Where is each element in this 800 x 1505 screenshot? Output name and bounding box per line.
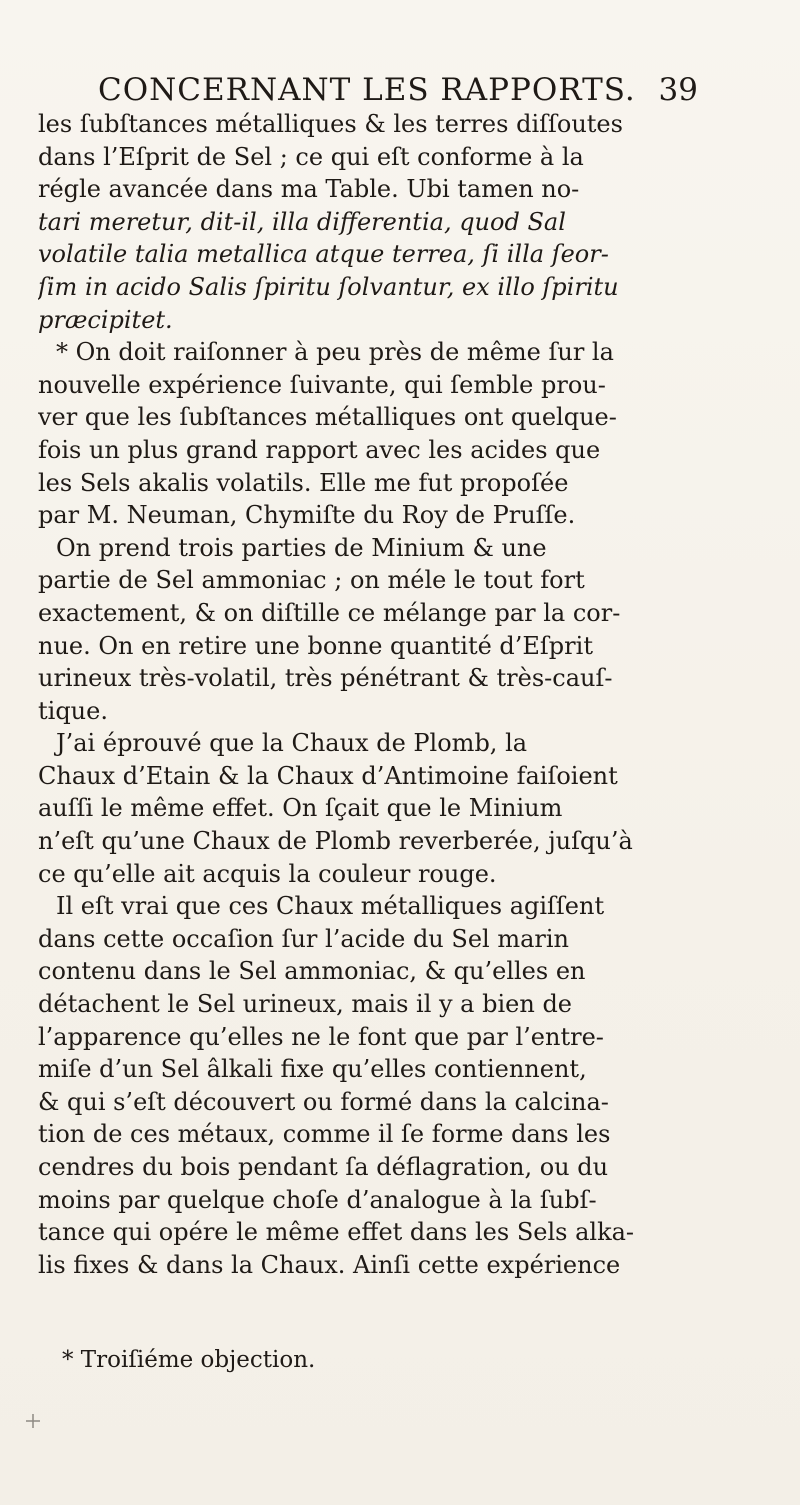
text-line: nue. On en retire une bonne quantité d’Eſprit xyxy=(38,631,593,660)
running-title: CONCERNANT LES RAPPORTS. xyxy=(98,72,636,108)
text-line: tari meretur, dit-il, illa differentia, quod Sal xyxy=(38,207,566,236)
text-line: lis fixes & dans la Chaux. Ainſi cette expérience xyxy=(38,1250,621,1279)
text-line: n’eſt qu’une Chaux de Plomb reverberée, juſqu’à xyxy=(38,827,633,856)
text-line: par M. Neuman, Chymiſte du Roy de Pruſſe. xyxy=(38,501,576,530)
ink-mark-icon xyxy=(24,1412,42,1430)
text-line: l’apparence qu’elles ne le font que par l’entre- xyxy=(38,1022,604,1051)
text-line: On prend trois parties de Minium & une xyxy=(56,533,547,562)
text-line: les Sels akalis volatils. Elle me fut propoſée xyxy=(38,468,569,497)
footnote: * Troiſiéme objection. xyxy=(62,1347,316,1373)
text-line: partie de Sel ammoniac ; on méle le tout fort xyxy=(38,566,585,595)
text-line: ce qu’elle ait acquis la couleur rouge. xyxy=(38,859,497,888)
text-line: ver que les ſubſtances métalliques ont quelque- xyxy=(38,403,617,432)
text-line: fois un plus grand rapport avec les acides que xyxy=(38,435,601,464)
text-line: Chaux d’Etain & la Chaux d’Antimoine faiſoient xyxy=(38,761,618,790)
text-line: régle avancée dans ma Table. Ubi tamen no- xyxy=(38,175,580,204)
text-line: urineux très-volatil, très pénétrant & très-cauſ- xyxy=(38,664,613,693)
text-line: nouvelle expérience ſuivante, qui ſemble prou- xyxy=(38,370,606,399)
text-line: dans cette occaſion ſur l’acide du Sel marin xyxy=(38,924,570,953)
body-text xyxy=(38,108,788,1281)
text-line: Il eſt vrai que ces Chaux métalliques agiſſent xyxy=(56,892,605,921)
text-line: les ſubſtances métalliques & les terres diſſoutes xyxy=(38,110,623,138)
text-line: tance qui opére le même effet dans les Sels alka- xyxy=(38,1218,635,1247)
text-line: * On doit raiſonner à peu près de même ſur la xyxy=(56,338,614,367)
text-line: tique. xyxy=(38,696,108,725)
text-line: détachent le Sel urineux, mais il y a bien de xyxy=(38,990,573,1019)
page-number: 39 xyxy=(658,72,698,108)
text-line: moins par quelque choſe d’analogue à la ſubſ- xyxy=(38,1185,597,1214)
text-line: auſſi le même effet. On ſçait que le Minium xyxy=(38,794,563,823)
text-line: ſim in acido Salis ſpiritu ſolvantur, ex illo ſpiritu xyxy=(38,272,619,301)
text-line: miſe d’un Sel âlkali fixe qu’elles contiennent, xyxy=(38,1055,587,1084)
text-line: contenu dans le Sel ammoniac, & qu’elles en xyxy=(38,957,586,986)
text-line: J’ai éprouvé que la Chaux de Plomb, la xyxy=(56,729,528,758)
text-line: tion de ces métaux, comme il ſe forme dans les xyxy=(38,1120,611,1149)
text-line: volatile talia metallica atque terrea, ſi illa ſeor- xyxy=(38,240,609,269)
text-line: exactement, & on diſtille ce mélange par la cor- xyxy=(38,598,621,627)
text-line: dans l’Eſprit de Sel ; ce qui eſt conforme à la xyxy=(38,142,584,171)
text-line: cendres du bois pendant ſa déflagration, ou du xyxy=(38,1153,609,1181)
text-line: & qui s’eſt découvert ou formé dans la calcina- xyxy=(38,1087,609,1116)
text-line: præcipitet. xyxy=(38,305,173,334)
